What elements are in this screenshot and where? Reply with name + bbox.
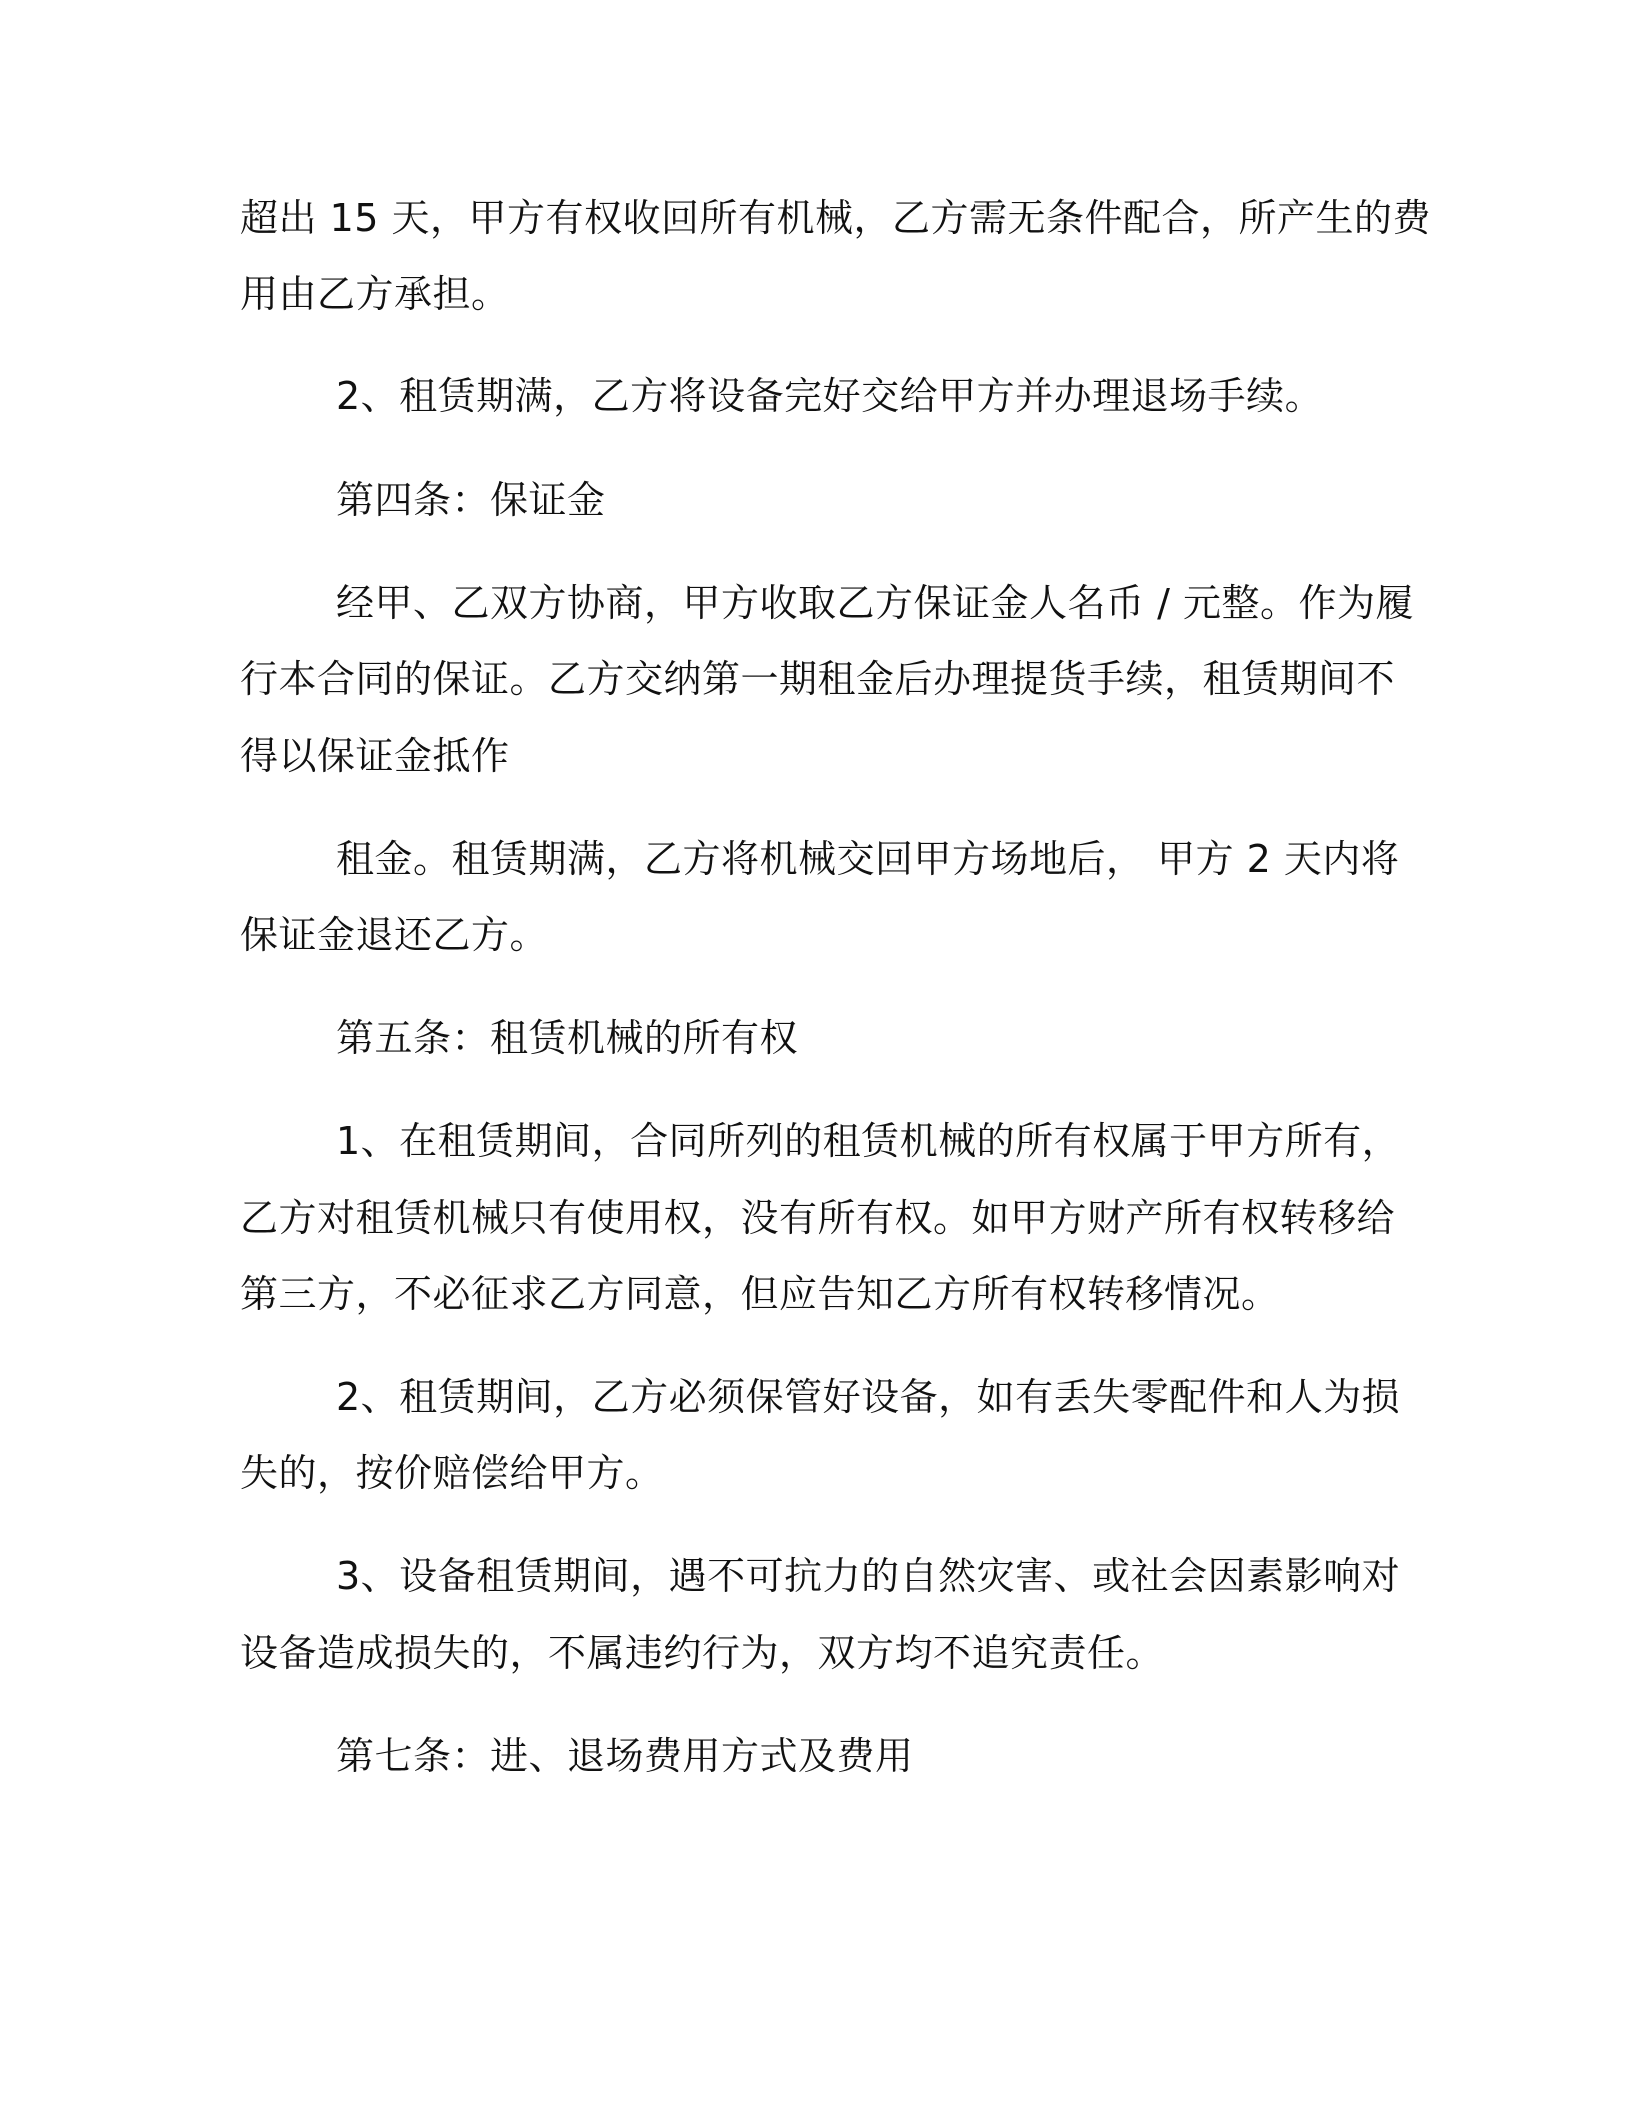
section-heading: 第五条：租赁机械的所有权 [336, 1016, 799, 1060]
section-heading: 第七条：进、退场费用方式及费用 [336, 1734, 914, 1778]
text-line: 超出 15 天，甲方有权收回所有机械，乙方需无条件配合，所产生的费 [240, 196, 1432, 240]
text-line: 保证金退还乙方。 [240, 913, 549, 957]
section-heading: 第四条：保证金 [336, 478, 606, 522]
text-line: 失的，按价赔偿给甲方。 [240, 1451, 664, 1495]
text-line: 行本合同的保证。乙方交纳第一期租金后办理提货手续，租赁期间不 [240, 657, 1396, 701]
text-line: 租金。租赁期满，乙方将机械交回甲方场地后， 甲方 2 天内将 [336, 837, 1400, 881]
text-line: 设备造成损失的，不属违约行为，双方均不追究责任。 [240, 1631, 1165, 1675]
text-line: 得以保证金抵作 [240, 734, 510, 778]
text-line: 第三方，不必征求乙方同意，但应告知乙方所有权转移情况。 [240, 1272, 1280, 1316]
text-line: 1、在租赁期间，合同所列的租赁机械的所有权属于甲方所有， [336, 1119, 1401, 1163]
text-line: 乙方对租赁机械只有使用权，没有所有权。如甲方财产所有权转移给 [240, 1196, 1396, 1240]
text-line: 用由乙方承担。 [240, 272, 510, 316]
text-line: 经甲、乙双方协商，甲方收取乙方保证金人名币 / 元整。作为履 [336, 581, 1414, 625]
text-line: 3、设备租赁期间，遇不可抗力的自然灾害、或社会因素影响对 [336, 1554, 1401, 1598]
text-line: 2、租赁期满，乙方将设备完好交给甲方并办理退场手续。 [336, 374, 1324, 418]
text-line: 2、租赁期间，乙方必须保管好设备，如有丢失零配件和人为损 [336, 1375, 1401, 1419]
